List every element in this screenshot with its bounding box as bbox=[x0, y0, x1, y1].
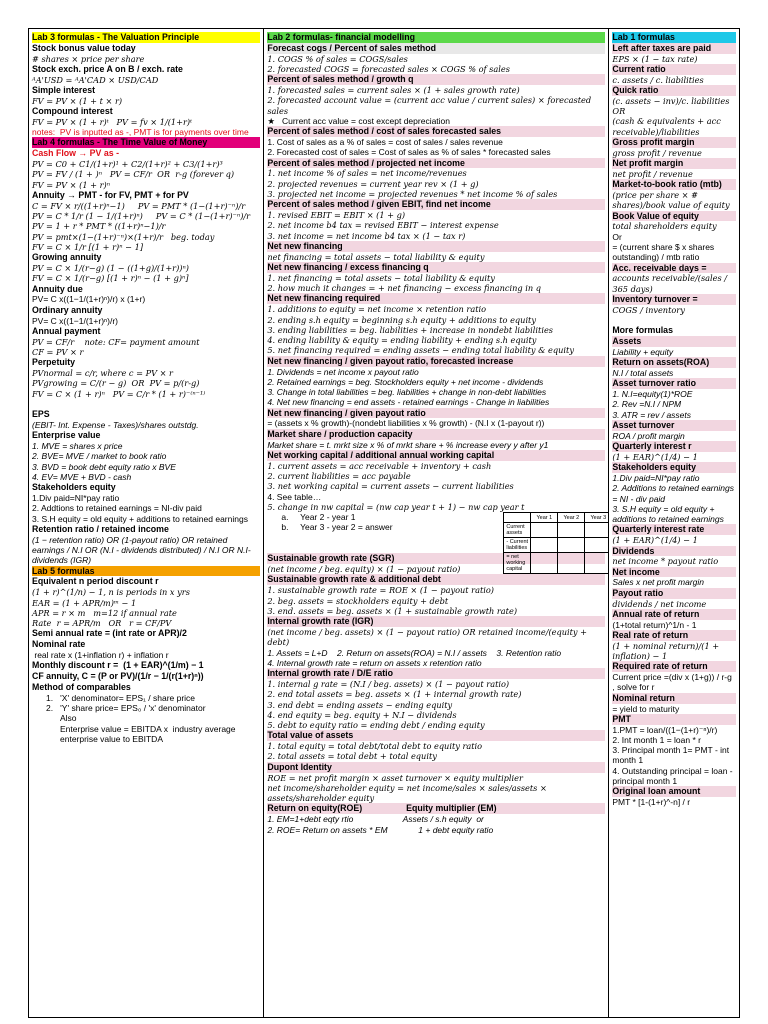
table-cell bbox=[585, 523, 610, 538]
section-heading: CF annuity, C = (P or PV)/(1/r − 1/(r(1+r)ⁿ)) bbox=[32, 671, 204, 682]
table-header-cell: Year 1 bbox=[531, 513, 558, 523]
section-heading: Compound interest bbox=[32, 106, 113, 117]
section-heading: Enterprise value bbox=[32, 430, 101, 441]
formula-line: (net income / beg. assets) × (1 − payout ratio) OR retained income/(equity + debt) bbox=[267, 626, 590, 648]
section-heading: Ordinary annuity bbox=[32, 304, 103, 315]
formula-line: real rate x (1+inflation r) + inflation r bbox=[32, 650, 169, 661]
formula-line: (1 − retention ratio) OR (1-payout ratio) OR retained earnings / N.I OR (N.I - dividends distributed) / N.I OR N.I-dividends (IGR) bbox=[32, 534, 251, 566]
section-heading: PMT bbox=[612, 714, 736, 725]
formula-line: 2. net income b4 tax = revised EBIT − interest expense bbox=[267, 220, 499, 231]
formula-line: FV = C × (1 + r)ⁿ PV = C/r * (1 + r)⁻⁽ⁿ⁻¹⁾ bbox=[32, 388, 206, 399]
section-heading: Internal growth rate / D/E ratio bbox=[267, 668, 605, 679]
section-heading: Net new financing / given payout ratio, forecasted increase bbox=[267, 356, 605, 367]
formula-line: PV = pmt×(1−(1+r)⁻ⁿ)×(1+r)/r beg. today bbox=[32, 231, 215, 242]
formula-line: 3. net working capital = current assets − current liabilities bbox=[267, 481, 514, 492]
formula-line: = (assets x % growth)-(nondebt liabilities x % growth) - (N.I x (1-payout r)) bbox=[267, 418, 545, 429]
table-cell bbox=[558, 553, 585, 574]
section-heading: Left after taxes are paid bbox=[612, 43, 736, 54]
formula-line: PV = FV / (1 + )ⁿ PV = CF/r OR r-g (forever q) bbox=[32, 169, 235, 180]
formula-line: 1. COGS % of sales = COGS/sales bbox=[267, 53, 408, 64]
formula-line: 4. ending liability & equity = ending liability + ending s.h equity bbox=[267, 335, 537, 346]
formula-line: 3. S.H equity = old equity + additions to retained earnings bbox=[612, 503, 724, 525]
formula-line bbox=[612, 315, 736, 325]
formula-line: a. Year 2 - year 1 bbox=[281, 512, 356, 523]
formula-line: COGS / inventory bbox=[612, 304, 685, 315]
formula-line: EAR = (1 + APR/m)ᵐ − 1 bbox=[32, 597, 137, 608]
formula-line: net income * payout ratio bbox=[612, 556, 719, 567]
formula-line: c. assets / c. liabilities bbox=[612, 74, 704, 85]
section-heading: Gross profit margin bbox=[612, 137, 736, 148]
formula-line: PVnormal = c/r, where c = PV × r bbox=[32, 368, 173, 378]
section-heading: Assets bbox=[612, 336, 736, 347]
formula-line: ROA / profit margin bbox=[612, 430, 685, 441]
section-heading: Acc. receivable days = bbox=[612, 263, 736, 274]
section-heading: Growing annuity bbox=[32, 252, 102, 263]
formula-line: 1. internal g rate = (N.I / beg. assets) × (1 − payout ratio) bbox=[267, 678, 510, 689]
formula-line: ᴬA'USD = ᴬA'CAD × USD/CAD bbox=[32, 74, 159, 85]
table-cell bbox=[558, 538, 585, 553]
formula-line: PV= C x((1−1/(1+r)ⁿ)/r) x (1+r) bbox=[32, 294, 146, 305]
formula-line: 1. net financing = total assets − total liability & equity bbox=[267, 272, 495, 283]
section-heading: Dupont Identity bbox=[267, 762, 605, 773]
section-heading: Perpetuity bbox=[32, 357, 76, 368]
formula-line: 1. revised EBIT = EBIT × (1 + g) bbox=[267, 210, 406, 221]
formula-line: FV = C × 1/(r−g) [(1 + r)ⁿ − (1 + g)ⁿ] bbox=[32, 273, 189, 284]
table-header-cell bbox=[504, 513, 531, 523]
section-heading: Stakeholders equity bbox=[32, 482, 116, 493]
formula-line: 1. EM=1+debt eqty rtio Assets / s.h equity or bbox=[267, 814, 484, 825]
formula-line: C = FV × r/((1+r)ⁿ−1) PV = PMT * (1−(1+r)⁻ⁿ)/r bbox=[32, 200, 246, 211]
table-header-cell: Year 2 bbox=[558, 513, 585, 523]
formula-line: (c. assets − inv)/c. liabilities OR bbox=[612, 95, 735, 117]
formula-line: PV = C0 + C1/(1+r)¹ + C2/(1+r)² + C3/(1+r)³ bbox=[32, 159, 223, 170]
table-cell bbox=[585, 538, 610, 553]
section-heading: Monthly discount r = (1 + EAR)^(1/m) − 1 bbox=[32, 660, 204, 671]
section-heading: Net new financing bbox=[267, 241, 605, 252]
formula-line: (1+total return)^1/n - 1 bbox=[612, 619, 697, 630]
formula-line: Also bbox=[60, 713, 77, 724]
section-heading: Net working capital / additional annual working capital bbox=[267, 450, 605, 461]
section-heading: Stock bonus value today bbox=[32, 42, 136, 53]
formula-line: 2. current liabilities = acc payable bbox=[267, 470, 411, 481]
formula-line: 1. current assets = acc receivable + inventory + cash bbox=[267, 460, 492, 471]
section-heading: Forecast cogs / Percent of sales method bbox=[267, 43, 605, 54]
formula-line: PVgrowing = C/(r − g) OR PV = p/(r-g) bbox=[32, 378, 200, 389]
formula-line: gross profit / revenue bbox=[612, 147, 702, 158]
section-heading: Equivalent n period discount r bbox=[32, 576, 159, 587]
formula-line: Rate r = APR/m OR r = CF/PV bbox=[32, 618, 172, 629]
formula-line: 5. debt to equity ratio = ending debt / ending equity bbox=[267, 720, 485, 731]
table-cell bbox=[558, 523, 585, 538]
section-heading: Original loan amount bbox=[612, 786, 736, 797]
table-cell bbox=[531, 538, 558, 553]
table-row bbox=[504, 553, 610, 574]
formula-line: b. Year 3 - year 2 = answer bbox=[281, 522, 393, 533]
formula-line: (price per share × # shares)/book value of equity bbox=[612, 189, 730, 211]
section-heading: Required rate of return bbox=[612, 661, 736, 672]
section-heading: Asset turnover ratio bbox=[612, 378, 736, 389]
table-cell: - Current liabilities bbox=[504, 538, 531, 553]
formula-line: Market share = t. mrkt size x % of mrkt share + % increase every y after y1 bbox=[267, 439, 549, 450]
formula-line: 3. ending liabilities = beg. liabilities + increase in nondebt liabilities bbox=[267, 324, 553, 335]
formula-line: ★ Current acc value = cost except depreciation bbox=[267, 115, 451, 126]
section-heading: Lab 5 formulas bbox=[32, 566, 260, 577]
formula-line: Sales x net profit margin bbox=[612, 577, 705, 588]
formula-line: notes: PV is inputted as -, PMT is for payments over time bbox=[32, 127, 249, 138]
section-heading: Retention ratio / retained income bbox=[32, 523, 169, 534]
formula-line: 3. S.H equity = old equity + additions to retained earnings bbox=[32, 513, 248, 524]
formula-line: total shareholders equity bbox=[612, 221, 717, 232]
section-heading: Net new financing required bbox=[267, 293, 605, 304]
formula-line: 2. Retained earnings = beg. Stockholders equity + net income - dividends bbox=[267, 376, 544, 387]
formula-line: Current price =(div x (1+g)) / r-g , solve for r bbox=[612, 672, 735, 693]
section-heading: Net new financing / given payout ratio bbox=[267, 408, 605, 419]
formula-line: 2. beg. assets = stockholders equity + debt bbox=[267, 595, 449, 606]
working-capital-table bbox=[503, 512, 609, 574]
formula-line: 3. ATR = rev / assets bbox=[612, 409, 692, 420]
formula-line: 3. end debt = ending assets − ending equity bbox=[267, 699, 453, 710]
section-heading: Lab 2 formulas- financial modelling bbox=[267, 32, 605, 43]
formula-line: 1. total equity = total debt/total debt to equity ratio bbox=[267, 741, 483, 752]
column-left bbox=[29, 29, 264, 1017]
formula-line: net profit / revenue bbox=[612, 168, 693, 179]
formula-line: 1.PMT = loan/((1−(1+r)⁻ⁿ)/r) bbox=[612, 724, 718, 735]
section-heading: Lab 3 formulas - The Valuation Principle bbox=[32, 32, 260, 43]
formula-line: 2. BVE= MVE / market to book ratio bbox=[32, 451, 167, 462]
section-heading: Return on assets(ROA) bbox=[612, 357, 736, 368]
formula-line: 2. total assets = total debt + total equity bbox=[267, 751, 437, 762]
section-heading: Percent of sales method / cost of sales forecasted sales bbox=[267, 126, 605, 137]
section-heading: Market-to-book ratio (mtb) bbox=[612, 179, 736, 190]
section-heading: Semi annual rate = (int rate or APR)/2 bbox=[32, 628, 187, 639]
table-cell: Current assets bbox=[504, 523, 531, 538]
formula-line: CF = PV × r bbox=[32, 346, 84, 357]
formula-line: = (current share $ x shares outstanding) / mtb ratio bbox=[612, 241, 717, 263]
formula-line: accounts receivable/(sales / 365 days) bbox=[612, 273, 730, 294]
section-heading: Total value of assets bbox=[267, 730, 605, 741]
section-heading: Dividends bbox=[612, 546, 736, 557]
formula-line: 5. change in nw capital = (nw cap year t + 1) − nw cap year t bbox=[267, 501, 525, 512]
formula-line: 4. See table… bbox=[267, 491, 322, 502]
formula-line: net financing = total assets − total liability & equity bbox=[267, 251, 485, 262]
section-heading: Stakeholders equity bbox=[612, 462, 736, 473]
formula-line: # shares × price per share bbox=[32, 53, 145, 64]
section-heading: Net profit margin bbox=[612, 158, 736, 169]
formula-sheet bbox=[28, 28, 740, 1018]
section-heading: Internal growth rate (IGR) bbox=[267, 616, 605, 627]
table-cell bbox=[585, 553, 610, 574]
formula-line: 1. MVE = shares x price bbox=[32, 441, 123, 452]
formula-line: PV = 1 + r * PMT * ((1+r)ⁿ−1)/r bbox=[32, 221, 166, 232]
section-heading: Method of comparables bbox=[32, 681, 131, 692]
table-header-cell: Year 3 bbox=[585, 513, 610, 523]
formula-line: 2. Int month 1 = loan * r bbox=[612, 734, 701, 745]
section-heading: Annuity due bbox=[32, 283, 83, 294]
formula-line: 1. net income % of sales = net income/revenues bbox=[267, 168, 467, 179]
section-heading: Cash Flow → PV as - bbox=[32, 148, 120, 159]
formula-line: 1.Div paid=NI*pay ratio bbox=[612, 472, 700, 483]
formula-line: FV = PV × (1 + r)ᵗ PV = fv × 1/(1+r)ᵗ bbox=[32, 116, 193, 127]
section-heading: Nominal rate bbox=[32, 639, 86, 650]
formula-line: 3. BVD = book debt equity ratio x BVE bbox=[32, 461, 176, 472]
table-cell bbox=[531, 553, 558, 574]
section-heading: Quarterly interest r bbox=[612, 441, 736, 452]
section-heading: Percent of sales method / projected net income bbox=[267, 158, 605, 169]
formula-line: EPS × (1 − tax rate) bbox=[612, 53, 698, 64]
formula-line: Enterprise value = EBITDA x industry average enterprise value to EBITDA bbox=[60, 723, 238, 744]
formula-line: 2. forecasted account value = (current acc value / current sales) × forecasted sales bbox=[267, 95, 594, 116]
formula-line: 2. Addtions to retained earnings = NI-div paid bbox=[32, 503, 202, 514]
section-heading: Lab 4 formulas - The Time Value of Money bbox=[32, 137, 260, 148]
section-heading: Quick ratio bbox=[612, 85, 736, 96]
table-row bbox=[504, 523, 610, 538]
formula-line: Liability + equity bbox=[612, 346, 674, 357]
section-heading: Book Value of equity bbox=[612, 211, 736, 222]
section-heading: Current ratio bbox=[612, 64, 736, 75]
formula-line: PV = C × 1/(r−g) (1 − ((1+g)/(1+r))ⁿ) bbox=[32, 263, 189, 274]
section-heading: Return on equity(ROE) Equity multiplier (EM) bbox=[267, 803, 605, 814]
column-middle bbox=[264, 29, 609, 1017]
formula-line: (EBIT- Int. Expense - Taxes)/shares outstdg. bbox=[32, 419, 199, 430]
formula-line: 2. ROE= Return on assets * EM 1 + debt equity ratio bbox=[267, 824, 494, 835]
formula-line: 3. projected net income = projected revenues * net income % of sales bbox=[267, 188, 558, 199]
section-heading: Percent of sales method / growth q bbox=[267, 74, 605, 85]
section-heading: Percent of sales method / given EBIT, find net income bbox=[267, 199, 605, 210]
section-heading: Sustainable growth rate & additional debt bbox=[267, 574, 605, 585]
section-heading: Annuity → PMT - for FV, PMT + for PV bbox=[32, 189, 189, 200]
formula-line: (1 + EAR)^(1/4) − 1 bbox=[612, 451, 698, 462]
section-heading: Quarterly interest rate bbox=[612, 524, 736, 535]
formula-line: Or bbox=[612, 231, 622, 242]
formula-line: 4. Outstanding principal = loan - principal month 1 bbox=[612, 765, 735, 787]
formula-line: = yield to maturity bbox=[612, 703, 680, 714]
formula-line: 3. Change in total liabilities = beg. liabilities + change in non-debt liabilities bbox=[267, 387, 547, 398]
formula-line: 1. forecasted sales = current sales × (1 + sales growth rate) bbox=[267, 84, 520, 95]
formula-line: 2. 'Y' share price= EPS₀ / 'x' denominator bbox=[46, 703, 206, 713]
formula-line: 5. net financing required = ending assets − ending total liability & equity bbox=[267, 345, 574, 356]
formula-line: 2. projected revenues = current year rev × (1 + g) bbox=[267, 178, 479, 189]
formula-line: 1. N.I=equity(1)*ROE bbox=[612, 389, 693, 400]
formula-line: 2. Forecasted cost of sales = Cost of sales as % of sales * forecasted sales bbox=[267, 147, 551, 158]
section-heading: Nominal return bbox=[612, 693, 736, 704]
formula-line: 1. Assets = L+D 2. Return on assets(ROA) = N.I / assets 3. Retention ratio bbox=[267, 647, 562, 658]
formula-line: N.I / total assets bbox=[612, 368, 674, 378]
section-heading: Payout ratio bbox=[612, 588, 736, 599]
formula-line: 2. ending s.h equity = beginning s.h equity + additions to equity bbox=[267, 314, 536, 325]
section-heading: Net income bbox=[612, 567, 736, 578]
formula-line: 3. net income = net income b4 tax × (1 − tax r) bbox=[267, 230, 466, 241]
formula-line: FV = PV × (1 + t × r) bbox=[32, 95, 123, 106]
formula-line: 2. Rev =N.I / NPM bbox=[612, 399, 682, 410]
section-heading: Sustainable growth rate (SGR) bbox=[267, 553, 605, 564]
formula-line: 1. 'X' denominator= EPS₁ / share price bbox=[46, 692, 196, 703]
formula-line: 1. additions to equity = net income × retention ratio bbox=[267, 304, 487, 315]
formula-line: 3. Principal month 1= PMT - int month 1 bbox=[612, 745, 732, 766]
section-heading: Real rate of return bbox=[612, 630, 736, 641]
column-right bbox=[609, 29, 739, 1017]
formula-line: 1. sustainable growth rate = ROE × (1 − payout ratio) bbox=[267, 585, 494, 596]
formula-line: PV = C * 1/r (1 − 1/(1+r)ⁿ) PV = C * (1−(1+r)⁻ⁿ)/r bbox=[32, 211, 251, 222]
section-heading: Market share / production capacity bbox=[267, 429, 605, 440]
formula-line: 2. end total assets = beg. assets × (1 + internal growth rate) bbox=[267, 689, 522, 700]
formula-line: ROE = net profit margin × asset turnover × equity multiplier bbox=[267, 772, 523, 783]
formula-line: PV = CF/r note: CF= payment amount bbox=[32, 336, 200, 347]
formula-line: APR = r × m m=12 if annual rate bbox=[32, 607, 177, 618]
formula-line: (1 + EAR)^(1/4) − 1 bbox=[612, 535, 698, 546]
formula-line: 1.Div paid=NI*pay ratio bbox=[32, 493, 120, 504]
formula-line: FV = C × 1/r [(1 + r)ⁿ − 1] bbox=[32, 241, 144, 252]
section-heading: More formulas bbox=[612, 325, 673, 336]
formula-line: 4. EV= MVE + BVD - cash bbox=[32, 471, 132, 482]
section-heading: Annual payment bbox=[32, 325, 101, 336]
formula-line: 1. Dividends = net income x payout ratio bbox=[267, 366, 419, 377]
formula-line: FV = PV × (1 + r)ⁿ bbox=[32, 179, 111, 190]
formula-line: 3. end. assets = beg. assets × (1 + sustainable growth rate) bbox=[267, 605, 518, 616]
formula-line: dividends / net income bbox=[612, 598, 707, 609]
section-heading: Inventory turnover = bbox=[612, 294, 736, 305]
formula-line: PMT * [1-(1+r)^-n] / r bbox=[612, 797, 691, 808]
formula-line: 4. Internal growth rate = return on assets x retention ratio bbox=[267, 657, 482, 668]
formula-line: PV= C x((1−1/(1+r)ⁿ)/r) bbox=[32, 315, 118, 326]
formula-line: 4. end equity = beg. equity + N.I − dividends bbox=[267, 709, 457, 720]
formula-line: 2. Additions to retained earnings = NI - div paid bbox=[612, 483, 737, 504]
section-heading: Asset turnover bbox=[612, 420, 736, 431]
table-cell: = net working capital bbox=[504, 553, 531, 574]
formula-line: (1 + nominal return)/(1 + inflation) − 1 bbox=[612, 640, 722, 662]
table-cell bbox=[531, 523, 558, 538]
formula-line: 2. forecasted COGS = forecasted sales × COGS % of sales bbox=[267, 63, 510, 74]
formula-line: 2. how much it changes = + net financing − excess financing in q bbox=[267, 283, 541, 294]
formula-line bbox=[32, 399, 260, 409]
section-heading: Stock exch. price A on B / exch. rate bbox=[32, 63, 183, 74]
formula-line: (cash & equivalents + acc receivable)/liabilities bbox=[612, 116, 724, 137]
formula-line: 1. Cost of sales as a % of sales = cost of sales / sales revenue bbox=[267, 136, 503, 147]
formula-line: net income/shareholder equity = net income/sales × sales/assets × assets/shareholder equity bbox=[267, 782, 550, 804]
section-heading: Annual rate of return bbox=[612, 609, 736, 620]
section-heading: EPS bbox=[32, 409, 50, 420]
section-heading: Net new financing / excess financing q bbox=[267, 262, 605, 273]
formula-line: (1 + r)^(1/n) − 1, n is periods in x yrs bbox=[32, 587, 190, 598]
table-row bbox=[504, 538, 610, 553]
formula-line: (net income / beg. equity) × (1 − payout ratio) bbox=[267, 564, 461, 575]
section-heading: Simple interest bbox=[32, 84, 96, 95]
formula-line: 4. Net new financing = end assets - retained earnings - Change in liabilities bbox=[267, 397, 550, 408]
section-heading: Lab 1 formulas bbox=[612, 32, 736, 43]
